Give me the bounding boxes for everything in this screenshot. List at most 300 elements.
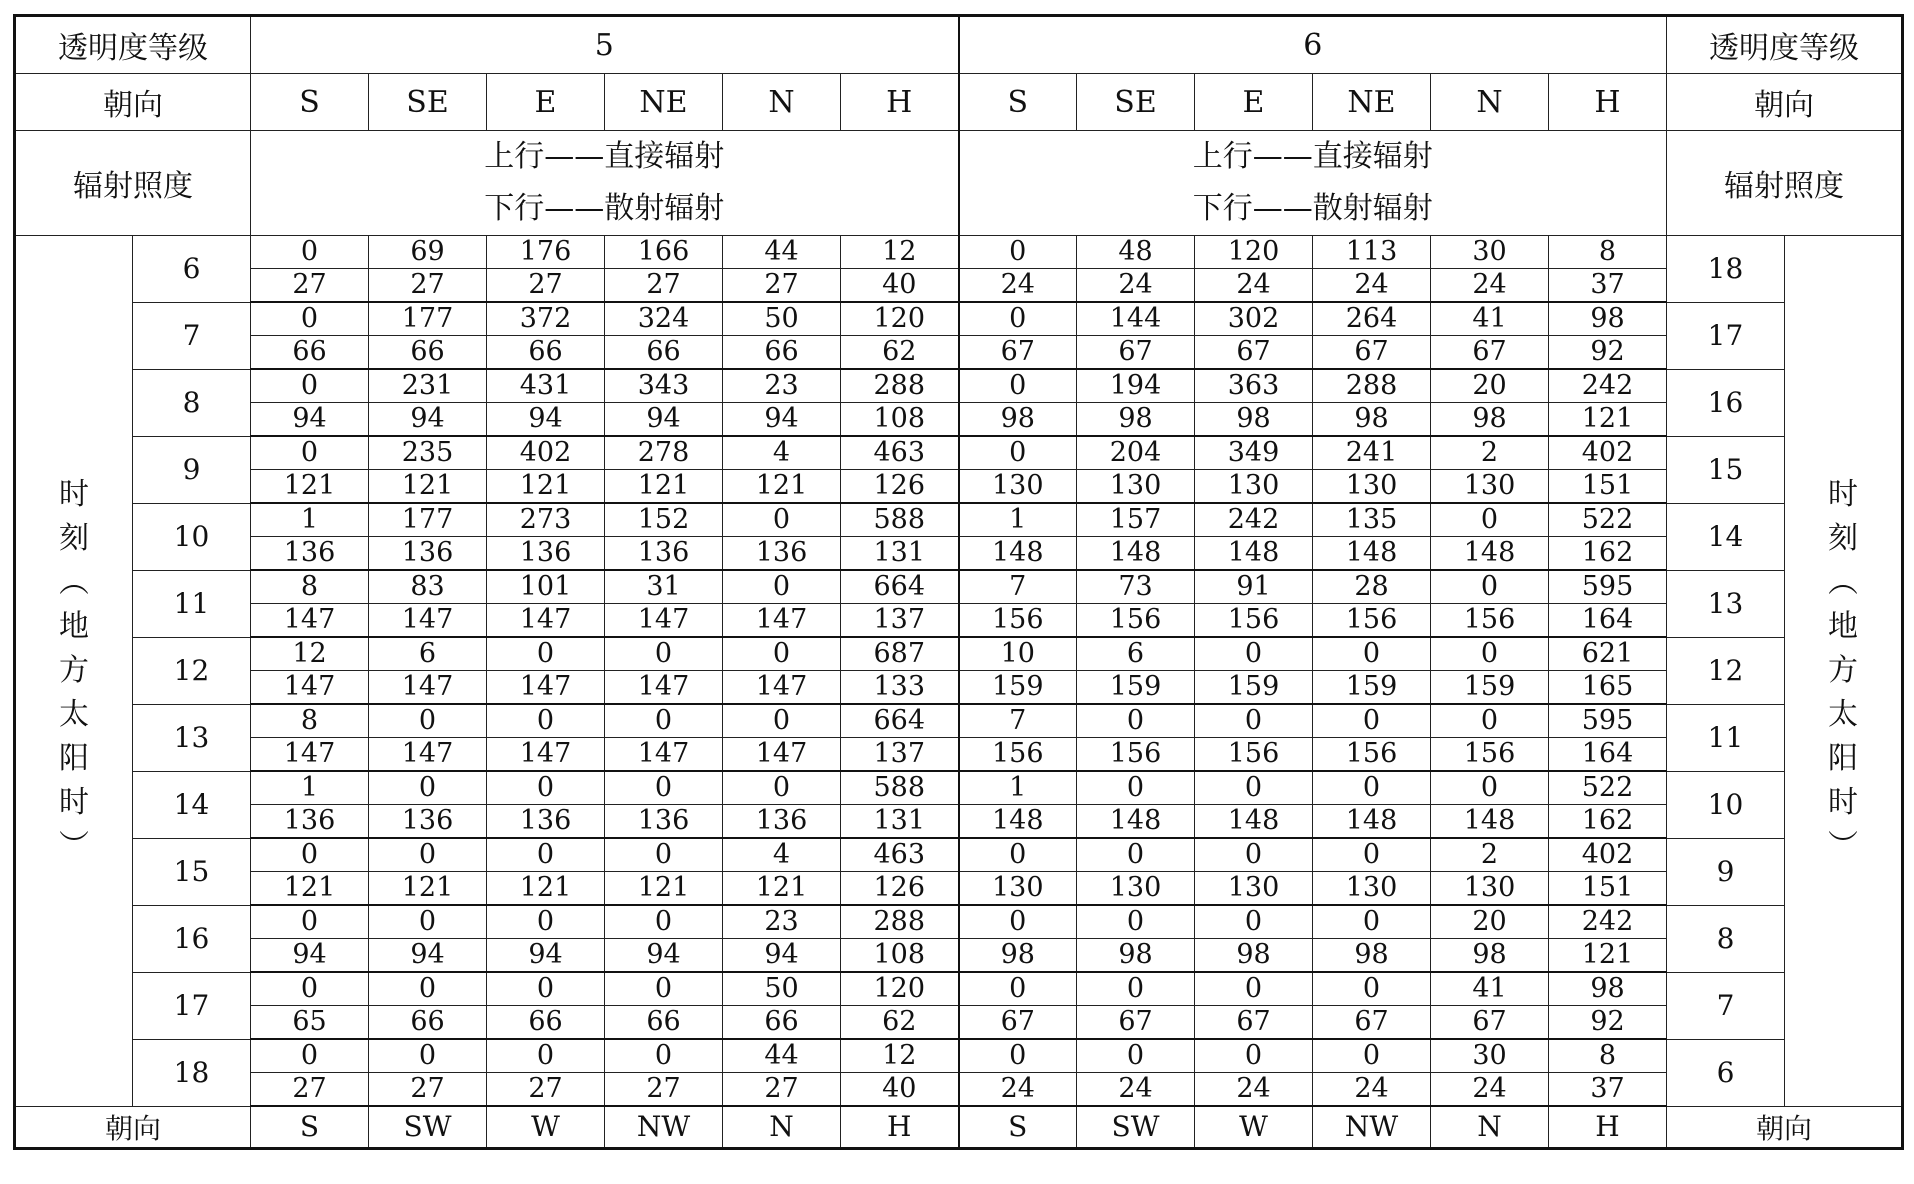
diffuse-value-5: 65 xyxy=(251,1006,369,1040)
diffuse-value-6: 24 xyxy=(1195,269,1313,303)
hour-cell: 12 xyxy=(133,637,251,704)
direct-value-6: 73 xyxy=(1077,570,1195,604)
direct-value-6: 20 xyxy=(1431,905,1549,939)
direct-value-6: 120 xyxy=(1195,236,1313,269)
note-line-diffuse: 下行——散射辐射 xyxy=(1192,191,1433,226)
direct-value-6: 144 xyxy=(1077,302,1195,336)
mirror-hour-cell: 7 xyxy=(1667,972,1785,1039)
direct-value-5: 0 xyxy=(369,1039,487,1073)
direct-value-5: 0 xyxy=(723,570,841,604)
table-row-direct xyxy=(15,236,1903,269)
diffuse-value-6: 130 xyxy=(1195,470,1313,504)
level-label-left: 透明度等级 xyxy=(15,16,251,74)
diffuse-value-6: 121 xyxy=(1549,403,1667,437)
diffuse-value-5: 94 xyxy=(251,403,369,437)
direct-value-5: 177 xyxy=(369,302,487,336)
diffuse-value-6: 162 xyxy=(1549,805,1667,839)
direct-value-6: 0 xyxy=(1077,704,1195,738)
orientation-5-e: E xyxy=(487,74,605,131)
footer-orientation-label-right: 朝向 xyxy=(1667,1106,1903,1148)
diffuse-value-6: 98 xyxy=(959,403,1077,437)
diffuse-value-6: 148 xyxy=(1195,805,1313,839)
diffuse-value-5: 27 xyxy=(251,1073,369,1107)
time-label-char: 太 xyxy=(59,696,89,732)
hour-cell: 17 xyxy=(133,972,251,1039)
diffuse-value-6: 148 xyxy=(1313,805,1431,839)
diffuse-value-6: 148 xyxy=(959,537,1077,571)
footer-row xyxy=(15,1106,1903,1148)
direct-value-5: 0 xyxy=(605,905,723,939)
direct-value-6: 0 xyxy=(1077,771,1195,805)
direct-value-6: 0 xyxy=(959,838,1077,872)
direct-value-5: 0 xyxy=(251,302,369,336)
direct-value-5: 101 xyxy=(487,570,605,604)
direct-value-5: 1 xyxy=(251,503,369,537)
diffuse-value-6: 92 xyxy=(1549,1006,1667,1040)
diffuse-value-5: 62 xyxy=(841,1006,959,1040)
diffuse-value-5: 94 xyxy=(251,939,369,973)
time-label-char: 阳 xyxy=(59,740,89,776)
diffuse-value-5: 27 xyxy=(605,1073,723,1107)
direct-value-6: 0 xyxy=(1195,771,1313,805)
direct-value-5: 343 xyxy=(605,369,723,403)
direct-value-6: 595 xyxy=(1549,570,1667,604)
direct-value-5: 50 xyxy=(723,302,841,336)
diffuse-value-6: 156 xyxy=(1077,738,1195,772)
diffuse-value-5: 136 xyxy=(723,805,841,839)
diffuse-value-5: 131 xyxy=(841,537,959,571)
table-row-direct xyxy=(15,905,1903,939)
diffuse-value-6: 162 xyxy=(1549,537,1667,571)
direct-value-5: 231 xyxy=(369,369,487,403)
diffuse-value-5: 137 xyxy=(841,738,959,772)
diffuse-value-5: 147 xyxy=(605,738,723,772)
diffuse-value-5: 126 xyxy=(841,470,959,504)
direct-value-5: 0 xyxy=(251,905,369,939)
direct-value-5: 8 xyxy=(251,704,369,738)
table-row-direct xyxy=(15,369,1903,403)
diffuse-value-5: 147 xyxy=(369,671,487,705)
direct-value-6: 0 xyxy=(1313,1039,1431,1073)
orientation-5-h: H xyxy=(841,74,959,131)
note-line-direct: 上行——直接辐射 xyxy=(484,139,725,174)
diffuse-value-5: 147 xyxy=(605,604,723,638)
direct-value-5: 44 xyxy=(723,1039,841,1073)
direct-value-6: 2 xyxy=(1431,436,1549,470)
mirror-hour-cell: 11 xyxy=(1667,704,1785,771)
time-label-char: ︶ xyxy=(59,828,89,864)
direct-value-5: 12 xyxy=(841,1039,959,1073)
direct-value-5: 278 xyxy=(605,436,723,470)
direct-value-6: 2 xyxy=(1431,838,1549,872)
hour-cell: 13 xyxy=(133,704,251,771)
direct-value-6: 621 xyxy=(1549,637,1667,671)
diffuse-value-5: 147 xyxy=(605,671,723,705)
direct-value-6: 10 xyxy=(959,637,1077,671)
orientation-6-h: H xyxy=(1549,74,1667,131)
orientation-6-se: SE xyxy=(1077,74,1195,131)
diffuse-value-6: 130 xyxy=(1195,872,1313,906)
time-label-char: 刻 xyxy=(59,520,89,556)
direct-value-5: 0 xyxy=(251,436,369,470)
footer-orientation-5: H xyxy=(841,1106,959,1148)
direct-value-6: 0 xyxy=(1431,637,1549,671)
direct-value-6: 0 xyxy=(1431,570,1549,604)
footer-orientation-6: SW xyxy=(1077,1106,1195,1148)
time-label-char: 方 xyxy=(59,652,89,688)
direct-value-6: 522 xyxy=(1549,503,1667,537)
footer-orientation-5: W xyxy=(487,1106,605,1148)
diffuse-value-5: 121 xyxy=(487,872,605,906)
direct-value-5: 44 xyxy=(723,236,841,269)
table-row-diffuse xyxy=(15,604,1903,638)
direct-value-6: 402 xyxy=(1549,436,1667,470)
direct-value-6: 98 xyxy=(1549,302,1667,336)
direct-value-5: 6 xyxy=(369,637,487,671)
direct-value-5: 0 xyxy=(369,838,487,872)
diffuse-value-6: 164 xyxy=(1549,604,1667,638)
time-label-char: 刻 xyxy=(1828,520,1858,556)
diffuse-value-5: 147 xyxy=(369,738,487,772)
orientation-6-n: N xyxy=(1431,74,1549,131)
diffuse-value-5: 136 xyxy=(605,537,723,571)
diffuse-value-5: 136 xyxy=(369,805,487,839)
orientation-6-s: S xyxy=(959,74,1077,131)
diffuse-value-6: 98 xyxy=(1195,939,1313,973)
footer-orientation-5: N xyxy=(723,1106,841,1148)
solar-irradiance-table xyxy=(13,14,1904,1150)
mirror-hour-cell: 16 xyxy=(1667,369,1785,436)
irradiance-label-left: 辐射照度 xyxy=(15,131,251,236)
direct-value-6: 0 xyxy=(1195,838,1313,872)
time-label-right xyxy=(1785,236,1903,1107)
direct-value-5: 0 xyxy=(487,1039,605,1073)
direct-value-5: 0 xyxy=(251,236,369,269)
direct-value-6: 0 xyxy=(1195,905,1313,939)
table-row-diffuse xyxy=(15,403,1903,437)
direct-value-5: 50 xyxy=(723,972,841,1006)
diffuse-value-5: 147 xyxy=(723,738,841,772)
time-label-char: 时 xyxy=(59,476,89,512)
direct-value-6: 20 xyxy=(1431,369,1549,403)
direct-value-5: 324 xyxy=(605,302,723,336)
direct-value-5: 288 xyxy=(841,905,959,939)
direct-value-6: 1 xyxy=(959,503,1077,537)
diffuse-value-6: 156 xyxy=(959,738,1077,772)
diffuse-value-6: 148 xyxy=(959,805,1077,839)
table-row-diffuse xyxy=(15,537,1903,571)
diffuse-value-5: 94 xyxy=(605,939,723,973)
time-label-char: 时 xyxy=(1828,476,1858,512)
diffuse-value-5: 121 xyxy=(723,470,841,504)
direct-value-6: 0 xyxy=(1077,905,1195,939)
direct-value-6: 7 xyxy=(959,570,1077,604)
diffuse-value-5: 27 xyxy=(723,269,841,303)
footer-orientation-6: N xyxy=(1431,1106,1549,1148)
mirror-hour-cell: 18 xyxy=(1667,236,1785,303)
direct-value-6: 0 xyxy=(959,1039,1077,1073)
diffuse-value-6: 148 xyxy=(1313,537,1431,571)
diffuse-value-6: 156 xyxy=(1431,604,1549,638)
orientation-5-se: SE xyxy=(369,74,487,131)
direct-value-5: 0 xyxy=(605,838,723,872)
diffuse-value-5: 121 xyxy=(605,872,723,906)
orientation-6-ne: NE xyxy=(1313,74,1431,131)
diffuse-value-6: 159 xyxy=(1431,671,1549,705)
direct-value-5: 0 xyxy=(487,838,605,872)
table-row-diffuse xyxy=(15,1073,1903,1107)
direct-value-5: 664 xyxy=(841,704,959,738)
diffuse-value-5: 108 xyxy=(841,403,959,437)
diffuse-value-6: 121 xyxy=(1549,939,1667,973)
orientation-label-right: 朝向 xyxy=(1667,74,1903,131)
direct-value-6: 0 xyxy=(1313,771,1431,805)
table-row-diffuse xyxy=(15,805,1903,839)
diffuse-value-6: 67 xyxy=(1195,1006,1313,1040)
direct-value-5: 431 xyxy=(487,369,605,403)
direct-value-5: 152 xyxy=(605,503,723,537)
direct-value-6: 28 xyxy=(1313,570,1431,604)
table-row-diffuse xyxy=(15,671,1903,705)
diffuse-value-6: 165 xyxy=(1549,671,1667,705)
note-line-direct: 上行——直接辐射 xyxy=(1192,139,1433,174)
diffuse-value-6: 67 xyxy=(1077,1006,1195,1040)
direct-value-6: 135 xyxy=(1313,503,1431,537)
mirror-hour-cell: 12 xyxy=(1667,637,1785,704)
direct-value-6: 30 xyxy=(1431,1039,1549,1073)
direct-value-6: 0 xyxy=(959,302,1077,336)
direct-value-6: 91 xyxy=(1195,570,1313,604)
note-level-6 xyxy=(959,131,1667,236)
direct-value-6: 6 xyxy=(1077,637,1195,671)
direct-value-5: 0 xyxy=(369,704,487,738)
mirror-hour-cell: 15 xyxy=(1667,436,1785,503)
time-label-char: 时 xyxy=(1828,784,1858,820)
level-6-header: 6 xyxy=(959,16,1667,74)
direct-value-5: 0 xyxy=(369,972,487,1006)
direct-value-6: 41 xyxy=(1431,972,1549,1006)
orientation-5-n: N xyxy=(723,74,841,131)
direct-value-5: 0 xyxy=(487,905,605,939)
direct-value-6: 0 xyxy=(1313,838,1431,872)
mirror-hour-cell: 8 xyxy=(1667,905,1785,972)
direct-value-6: 0 xyxy=(959,236,1077,269)
direct-value-5: 0 xyxy=(605,771,723,805)
mirror-hour-cell: 10 xyxy=(1667,771,1785,838)
diffuse-value-5: 94 xyxy=(487,939,605,973)
direct-value-6: 0 xyxy=(1077,972,1195,1006)
diffuse-value-6: 67 xyxy=(959,1006,1077,1040)
diffuse-value-5: 147 xyxy=(723,604,841,638)
diffuse-value-6: 130 xyxy=(1313,470,1431,504)
diffuse-value-5: 121 xyxy=(605,470,723,504)
diffuse-value-5: 147 xyxy=(251,671,369,705)
diffuse-value-5: 136 xyxy=(369,537,487,571)
direct-value-6: 194 xyxy=(1077,369,1195,403)
diffuse-value-6: 24 xyxy=(959,269,1077,303)
table-row-direct xyxy=(15,771,1903,805)
direct-value-5: 0 xyxy=(605,1039,723,1073)
direct-value-5: 273 xyxy=(487,503,605,537)
hour-cell: 10 xyxy=(133,503,251,570)
direct-value-6: 48 xyxy=(1077,236,1195,269)
direct-value-6: 30 xyxy=(1431,236,1549,269)
diffuse-value-6: 151 xyxy=(1549,872,1667,906)
footer-orientation-6: H xyxy=(1549,1106,1667,1148)
direct-value-6: 157 xyxy=(1077,503,1195,537)
direct-value-5: 0 xyxy=(251,1039,369,1073)
mirror-hour-cell: 9 xyxy=(1667,838,1785,905)
hour-cell: 7 xyxy=(133,302,251,369)
direct-value-6: 0 xyxy=(1431,503,1549,537)
direct-value-6: 288 xyxy=(1313,369,1431,403)
time-label-char: 地 xyxy=(1828,608,1858,644)
diffuse-value-5: 66 xyxy=(487,336,605,370)
diffuse-value-5: 94 xyxy=(723,939,841,973)
diffuse-value-6: 130 xyxy=(1431,470,1549,504)
diffuse-value-6: 159 xyxy=(959,671,1077,705)
diffuse-value-6: 67 xyxy=(1077,336,1195,370)
direct-value-5: 0 xyxy=(487,771,605,805)
diffuse-value-5: 66 xyxy=(487,1006,605,1040)
direct-value-6: 349 xyxy=(1195,436,1313,470)
direct-value-6: 0 xyxy=(1431,771,1549,805)
direct-value-5: 0 xyxy=(723,637,841,671)
direct-value-6: 0 xyxy=(1313,905,1431,939)
diffuse-value-5: 27 xyxy=(605,269,723,303)
time-label-char: ︵ xyxy=(59,564,89,600)
table-row-direct xyxy=(15,503,1903,537)
time-label-char: 时 xyxy=(59,784,89,820)
direct-value-6: 8 xyxy=(1549,1039,1667,1073)
diffuse-value-5: 136 xyxy=(251,537,369,571)
direct-value-6: 0 xyxy=(1313,972,1431,1006)
diffuse-value-6: 98 xyxy=(1313,939,1431,973)
direct-value-6: 242 xyxy=(1549,369,1667,403)
time-label-char: 阳 xyxy=(1828,740,1858,776)
diffuse-value-5: 121 xyxy=(369,872,487,906)
diffuse-value-5: 121 xyxy=(369,470,487,504)
direct-value-5: 0 xyxy=(723,503,841,537)
diffuse-value-6: 98 xyxy=(1313,403,1431,437)
direct-value-5: 463 xyxy=(841,838,959,872)
diffuse-value-5: 121 xyxy=(251,872,369,906)
direct-value-6: 0 xyxy=(1431,704,1549,738)
footer-orientation-6: S xyxy=(959,1106,1077,1148)
direct-value-5: 23 xyxy=(723,369,841,403)
diffuse-value-6: 24 xyxy=(959,1073,1077,1107)
hour-cell: 9 xyxy=(133,436,251,503)
diffuse-value-6: 130 xyxy=(1077,470,1195,504)
diffuse-value-6: 67 xyxy=(1313,336,1431,370)
direct-value-6: 0 xyxy=(1313,704,1431,738)
diffuse-value-5: 121 xyxy=(251,470,369,504)
note-level-5 xyxy=(251,131,959,236)
diffuse-value-6: 148 xyxy=(1077,805,1195,839)
direct-value-5: 288 xyxy=(841,369,959,403)
diffuse-value-6: 92 xyxy=(1549,336,1667,370)
diffuse-value-6: 156 xyxy=(959,604,1077,638)
diffuse-value-5: 66 xyxy=(605,336,723,370)
diffuse-value-5: 27 xyxy=(369,1073,487,1107)
diffuse-value-6: 24 xyxy=(1195,1073,1313,1107)
direct-value-5: 588 xyxy=(841,771,959,805)
direct-value-5: 0 xyxy=(251,838,369,872)
time-label-char: 方 xyxy=(1828,652,1858,688)
table-row-direct xyxy=(15,302,1903,336)
direct-value-6: 0 xyxy=(1195,637,1313,671)
hour-cell: 18 xyxy=(133,1039,251,1106)
direct-value-5: 687 xyxy=(841,637,959,671)
hour-cell: 16 xyxy=(133,905,251,972)
direct-value-5: 0 xyxy=(605,637,723,671)
diffuse-value-6: 24 xyxy=(1313,269,1431,303)
direct-value-5: 1 xyxy=(251,771,369,805)
diffuse-value-6: 67 xyxy=(1313,1006,1431,1040)
diffuse-value-6: 130 xyxy=(1313,872,1431,906)
diffuse-value-5: 94 xyxy=(369,403,487,437)
diffuse-value-6: 98 xyxy=(1431,939,1549,973)
diffuse-value-5: 147 xyxy=(487,738,605,772)
diffuse-value-5: 147 xyxy=(723,671,841,705)
orientation-6-e: E xyxy=(1195,74,1313,131)
table-row-direct xyxy=(15,704,1903,738)
diffuse-value-5: 147 xyxy=(487,671,605,705)
direct-value-6: 0 xyxy=(959,905,1077,939)
diffuse-value-5: 147 xyxy=(251,604,369,638)
direct-value-6: 98 xyxy=(1549,972,1667,1006)
note-line-diffuse: 下行——散射辐射 xyxy=(484,191,725,226)
direct-value-5: 120 xyxy=(841,972,959,1006)
diffuse-value-5: 40 xyxy=(841,1073,959,1107)
diffuse-value-5: 66 xyxy=(723,336,841,370)
table-row-direct xyxy=(15,972,1903,1006)
diffuse-value-6: 24 xyxy=(1431,1073,1549,1107)
direct-value-5: 0 xyxy=(251,972,369,1006)
diffuse-value-6: 156 xyxy=(1313,738,1431,772)
diffuse-value-6: 98 xyxy=(1431,403,1549,437)
diffuse-value-5: 40 xyxy=(841,269,959,303)
diffuse-value-6: 98 xyxy=(1077,939,1195,973)
time-label-char: ︶ xyxy=(1828,828,1858,864)
direct-value-5: 0 xyxy=(723,704,841,738)
direct-value-5: 0 xyxy=(487,704,605,738)
direct-value-5: 0 xyxy=(605,972,723,1006)
diffuse-value-5: 133 xyxy=(841,671,959,705)
direct-value-5: 0 xyxy=(723,771,841,805)
diffuse-value-5: 136 xyxy=(723,537,841,571)
footer-orientation-label-left: 朝向 xyxy=(15,1106,251,1148)
mirror-hour-cell: 13 xyxy=(1667,570,1785,637)
diffuse-value-5: 94 xyxy=(369,939,487,973)
diffuse-value-5: 66 xyxy=(369,336,487,370)
orientation-label-left: 朝向 xyxy=(15,74,251,131)
diffuse-value-5: 66 xyxy=(723,1006,841,1040)
diffuse-value-5: 66 xyxy=(369,1006,487,1040)
direct-value-5: 12 xyxy=(251,637,369,671)
diffuse-value-5: 27 xyxy=(251,269,369,303)
direct-value-6: 402 xyxy=(1549,838,1667,872)
hour-cell: 6 xyxy=(133,236,251,303)
table-row-direct xyxy=(15,436,1903,470)
mirror-hour-cell: 14 xyxy=(1667,503,1785,570)
direct-value-5: 4 xyxy=(723,838,841,872)
diffuse-value-6: 24 xyxy=(1077,1073,1195,1107)
direct-value-6: 0 xyxy=(1077,1039,1195,1073)
hour-cell: 15 xyxy=(133,838,251,905)
diffuse-value-5: 66 xyxy=(605,1006,723,1040)
direct-value-5: 0 xyxy=(369,771,487,805)
